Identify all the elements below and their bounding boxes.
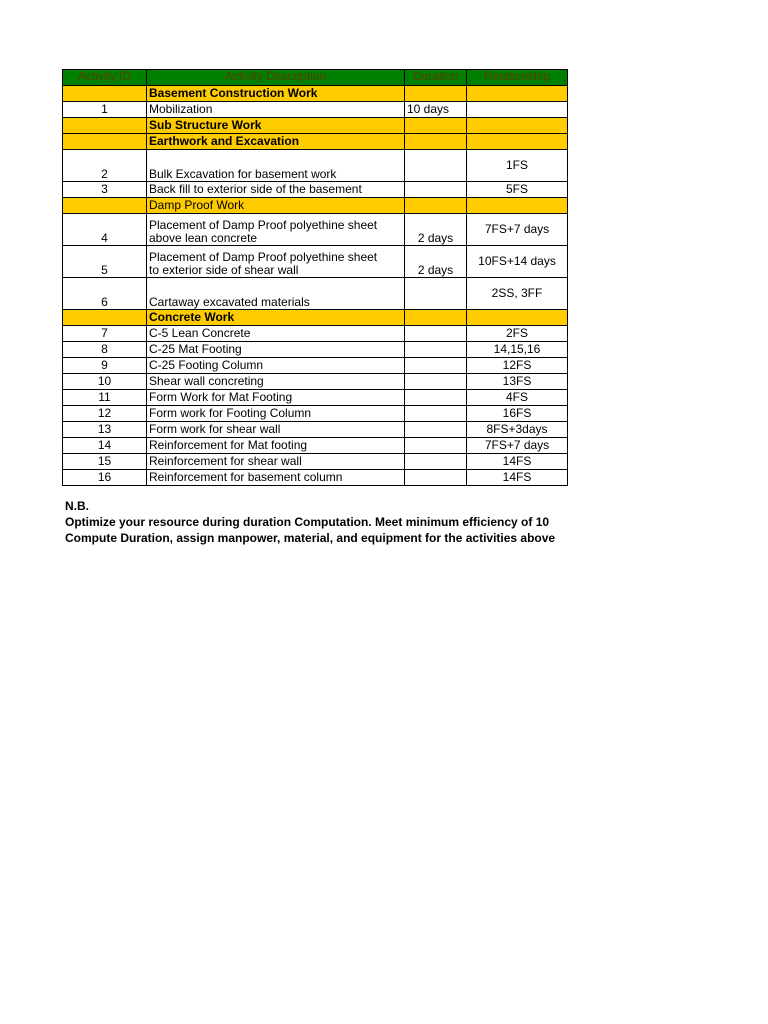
duration-cell[interactable] <box>405 278 467 310</box>
description-line: Placement of Damp Proof polyethine sheet <box>149 250 378 264</box>
note-line[interactable]: Compute Duration, assign manpower, material, and equipment for the activities above <box>65 531 556 545</box>
cell[interactable] <box>405 118 467 134</box>
table-row <box>63 214 568 246</box>
relationship-cell[interactable]: 4FS <box>467 390 568 406</box>
cell[interactable] <box>467 118 568 134</box>
cell[interactable] <box>467 134 568 150</box>
activity-description-cell[interactable]: Shear wall concreting <box>147 374 405 390</box>
duration-cell[interactable] <box>405 454 467 470</box>
section-title[interactable]: Concrete Work <box>147 310 405 326</box>
table-row <box>63 102 568 118</box>
relationship-cell[interactable]: 14FS <box>467 454 568 470</box>
table-row <box>63 358 568 374</box>
cell[interactable] <box>467 198 568 214</box>
duration-cell[interactable]: 2 days <box>405 246 467 278</box>
activity-description-cell[interactable]: Bulk Excavation for basement work <box>147 150 405 182</box>
header-activity-id[interactable]: Activity ID <box>63 70 147 86</box>
note-line[interactable]: Optimize your resource during duration Computation. Meet minimum efficiency of 10 <box>65 515 550 529</box>
table-row <box>63 342 568 358</box>
activity-id-cell[interactable]: 6 <box>63 278 147 310</box>
table-row <box>63 182 568 198</box>
cell[interactable] <box>63 118 147 134</box>
header-row <box>63 70 568 86</box>
activity-id-cell[interactable]: 2 <box>63 150 147 182</box>
activity-id-cell[interactable]: 16 <box>63 470 147 486</box>
relationship-cell[interactable]: 2FS <box>467 326 568 342</box>
activity-description-cell[interactable]: Form work for Footing Column <box>147 406 405 422</box>
relationship-cell[interactable]: 8FS+3days <box>467 422 568 438</box>
activity-description-cell[interactable] <box>147 214 405 246</box>
cell[interactable] <box>63 198 147 214</box>
table-row <box>63 374 568 390</box>
table-row <box>63 390 568 406</box>
section-row <box>63 198 568 214</box>
duration-cell[interactable] <box>405 390 467 406</box>
section-title[interactable]: Earthwork and Excavation <box>147 134 405 150</box>
activity-description-cell[interactable]: Form work for shear wall <box>147 422 405 438</box>
relationship-cell[interactable]: 2SS, 3FF <box>467 278 568 310</box>
activity-id-cell[interactable]: 1 <box>63 102 147 118</box>
activity-id-cell[interactable]: 11 <box>63 390 147 406</box>
activity-description-cell[interactable]: Back fill to exterior side of the basement <box>147 182 405 198</box>
activity-id-cell[interactable]: 13 <box>63 422 147 438</box>
relationship-cell[interactable]: 12FS <box>467 358 568 374</box>
header-duration[interactable]: Duration <box>405 70 467 86</box>
activity-description-cell[interactable]: Cartaway excavated materials <box>147 278 405 310</box>
duration-cell[interactable] <box>405 438 467 454</box>
cell[interactable] <box>405 198 467 214</box>
activity-id-cell[interactable]: 7 <box>63 326 147 342</box>
relationship-cell[interactable]: 5FS <box>467 182 568 198</box>
activity-description-cell[interactable]: Reinforcement for basement column <box>147 470 405 486</box>
activity-id-cell[interactable]: 4 <box>63 214 147 246</box>
activity-id-cell[interactable]: 3 <box>63 182 147 198</box>
activity-table <box>62 69 568 486</box>
cell[interactable] <box>405 310 467 326</box>
duration-cell[interactable] <box>405 358 467 374</box>
section-title[interactable]: Sub Structure Work <box>147 118 405 134</box>
relationship-cell[interactable]: 7FS+7 days <box>467 214 568 246</box>
activity-description-cell[interactable]: C-25 Mat Footing <box>147 342 405 358</box>
table-row <box>63 422 568 438</box>
duration-cell[interactable] <box>405 342 467 358</box>
relationship-cell[interactable]: 16FS <box>467 406 568 422</box>
activity-id-cell[interactable]: 5 <box>63 246 147 278</box>
cell[interactable] <box>467 86 568 102</box>
activity-id-cell[interactable]: 14 <box>63 438 147 454</box>
relationship-cell[interactable]: 13FS <box>467 374 568 390</box>
cell[interactable] <box>63 134 147 150</box>
header-activity-description[interactable]: Activity Description <box>147 70 405 86</box>
cell[interactable] <box>405 134 467 150</box>
table-row <box>63 470 568 486</box>
section-row <box>63 86 568 102</box>
table-row <box>63 326 568 342</box>
relationship-cell[interactable]: 7FS+7 days <box>467 438 568 454</box>
duration-cell[interactable] <box>405 374 467 390</box>
section-row <box>63 310 568 326</box>
section-row <box>63 118 568 134</box>
section-title[interactable]: Damp Proof Work <box>147 198 405 214</box>
description-line: to exterior side of shear wall <box>149 263 299 277</box>
relationship-cell[interactable]: 14FS <box>467 470 568 486</box>
duration-cell[interactable]: 10 days <box>405 102 467 118</box>
table-row <box>63 438 568 454</box>
cell[interactable] <box>405 86 467 102</box>
activity-description-cell[interactable]: C-5 Lean Concrete <box>147 326 405 342</box>
cell[interactable] <box>63 310 147 326</box>
activity-id-cell[interactable]: 9 <box>63 358 147 374</box>
section-row <box>63 134 568 150</box>
activity-id-cell[interactable]: 12 <box>63 406 147 422</box>
header-relationship[interactable]: Relationship <box>467 70 568 86</box>
nb-label[interactable]: N.B. <box>65 499 89 513</box>
cell[interactable] <box>63 86 147 102</box>
activity-description-cell[interactable]: Form Work for Mat Footing <box>147 390 405 406</box>
relationship-cell[interactable]: 1FS <box>467 150 568 182</box>
duration-cell[interactable]: 2 days <box>405 214 467 246</box>
duration-cell[interactable] <box>405 326 467 342</box>
table-row <box>63 406 568 422</box>
duration-cell[interactable] <box>405 150 467 182</box>
notes <box>65 498 568 546</box>
relationship-cell[interactable]: 14,15,16 <box>467 342 568 358</box>
duration-cell[interactable] <box>405 422 467 438</box>
relationship-cell[interactable] <box>467 102 568 118</box>
description-line: Placement of Damp Proof polyethine sheet <box>149 218 378 232</box>
activity-description-cell[interactable]: Reinforcement for shear wall <box>147 454 405 470</box>
table-row <box>63 278 568 310</box>
activity-description-cell[interactable] <box>147 246 405 278</box>
activity-description-cell[interactable]: Mobilization <box>147 102 405 118</box>
activity-description-cell[interactable]: Reinforcement for Mat footing <box>147 438 405 454</box>
activity-description-cell[interactable]: C-25 Footing Column <box>147 358 405 374</box>
activity-id-cell[interactable]: 8 <box>63 342 147 358</box>
table-row <box>63 150 568 182</box>
table-row <box>63 454 568 470</box>
relationship-cell[interactable]: 10FS+14 days <box>467 246 568 278</box>
duration-cell[interactable] <box>405 470 467 486</box>
duration-cell[interactable] <box>405 182 467 198</box>
duration-cell[interactable] <box>405 406 467 422</box>
activity-id-cell[interactable]: 10 <box>63 374 147 390</box>
section-title[interactable]: Basement Construction Work <box>147 86 405 102</box>
cell[interactable] <box>467 310 568 326</box>
table-row <box>63 246 568 278</box>
activity-id-cell[interactable]: 15 <box>63 454 147 470</box>
description-line: above lean concrete <box>149 231 258 245</box>
